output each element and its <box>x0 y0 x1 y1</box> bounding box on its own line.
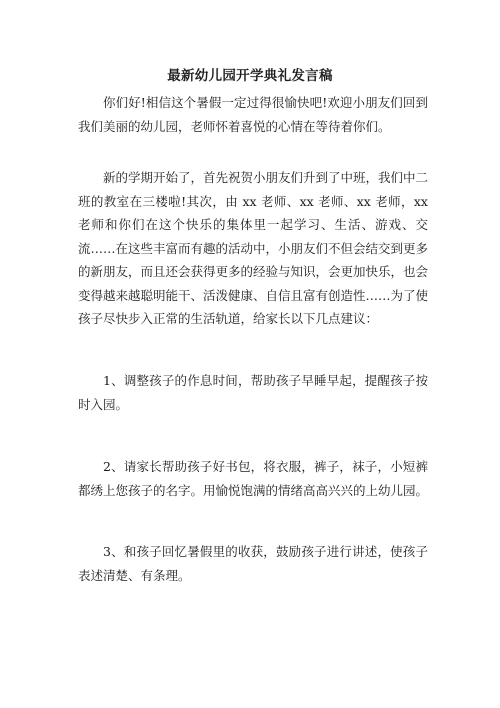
suggestion-item-1: 1、调整孩子的作息时间，帮助孩子早睡早起，提醒孩子按时入园。 <box>78 373 428 412</box>
document-title: 最新幼儿园开学典礼发言稿 <box>167 68 333 84</box>
suggestion-item-3: 3、和孩子回忆暑假里的收获，鼓励孩子进行讲述，使孩子表述清楚、有条理。 <box>78 544 428 583</box>
paragraph-greeting: 你们好!相信这个暑假一定过得很愉快吧!欢迎小朋友们回到我们美丽的幼儿园，老师怀着喜悦的心情在等待着你们。 <box>78 95 428 134</box>
paragraph-new-semester: 新的学期开始了，首先祝贺小朋友们升到了中班，我们中二班的教室在三楼啦!其次，由 xx 老师、xx 老师、xx 老师，xx 老师和你们在这个快乐的集体里一起学习、生活、游戏、交流……在这些丰富而有趣的活动中，小朋友们不但会结交到更多的新朋友，而且还会获得更多的经验与知识，会更加快乐，也会变得越来越聪明能干、活泼健康、自信且富有创造性……为了使孩子尽快步入正常的生活轨道，给家长以下几点建议： <box>78 170 429 326</box>
suggestion-item-2: 2、请家长帮助孩子好书包，将衣服，裤子，袜子，小短裤都绣上您孩子的名字。用愉悦饱满的情绪高高兴兴的上幼儿园。 <box>78 459 429 498</box>
